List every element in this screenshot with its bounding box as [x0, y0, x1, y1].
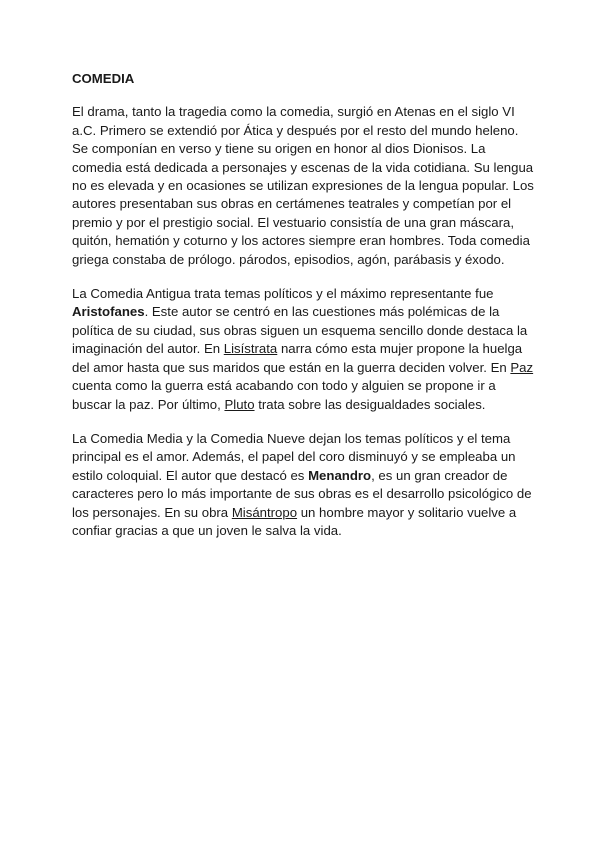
p2-text-4: cuenta como la guerra está acabando con todo y alguien se propone ir a buscar la paz. Por último, [72, 378, 496, 412]
author-aristofanes: Aristofanes [72, 304, 145, 320]
p3-text-1: La Comedia Media y la Comedia Nueve dejan los temas políticos y el tema principal es el amor. Además, el papel del coro disminuyó y se empleaba un estilo coloquial. El autor que destacó es [72, 430, 516, 483]
document-page [72, 70, 534, 556]
work-paz: Paz [510, 359, 534, 375]
work-misantropo: Misántropo [231, 504, 298, 520]
paragraph-intro: El drama, tanto la tragedia como la comedia, surgió en Atenas en el siglo VI a.C. Primero se extendió por Ática y después por el resto del mundo heleno. Se componían en verso y tiene su origen en honor al dios Dionisos. La comedia está dedicada a personajes y escenas de la vida cotidiana. Su lengua no es elevada y en ocasiones se utilizan expresiones de la lengua popular. Los autores presentaban sus obras en certámenes teatrales y competían por el premio y por el prestigio social. El vestuario consistía de una gran máscara, quitón, hematión y coturno y los actores siempre eran hombres. Toda comedia griega constaba de prólogo. párodos, episodios, agón, parábasis y éxodo. [72, 104, 534, 267]
work-pluto: Pluto [224, 396, 255, 412]
paragraph-comedia-antigua [72, 285, 534, 414]
document-title: COMEDIA [72, 71, 135, 86]
paragraph-comedia-media-nueva [72, 430, 534, 540]
author-menandro: Menandro [308, 467, 372, 483]
work-lisistrata: Lisístrata [223, 341, 278, 357]
p2-text-2: . Este autor se centró en las cuestiones más polémicas de la política de su ciudad, sus obras siguen un esquema sencillo donde destaca la imaginación del autor. En [72, 304, 528, 357]
p3-text-3: un hombre mayor y solitario vuelve a confiar gracias a que un joven le salva la vida. [72, 504, 517, 538]
p3-text-2: , es un gran creador de caracteres pero lo más importante de sus obras es el desarrollo psicológico de los personajes. En su obra [72, 467, 532, 520]
p2-text-5: trata sobre las desigualdades sociales. [254, 396, 486, 412]
p2-text-1: La Comedia Antigua trata temas políticos y el máximo representante fue [72, 286, 494, 302]
p2-text-3: narra cómo esta mujer propone la huelga del amor hasta que sus maridos que están en la guerra deciden volver. En [72, 341, 523, 375]
